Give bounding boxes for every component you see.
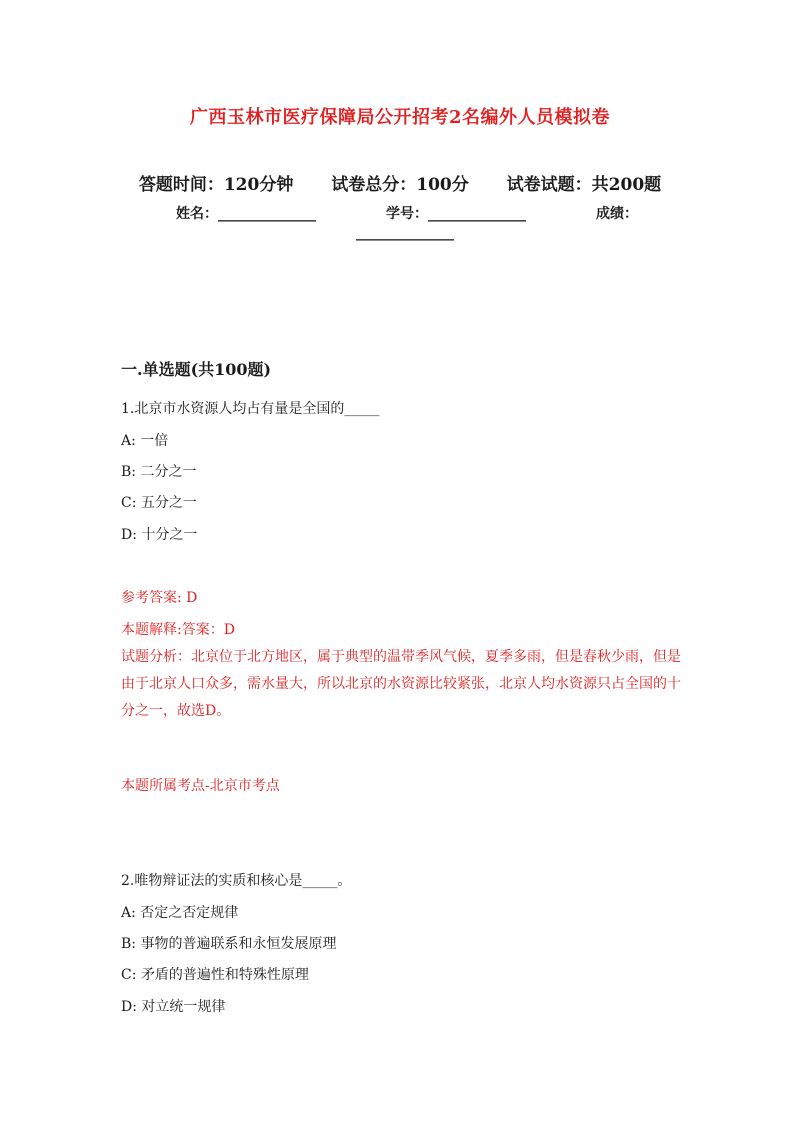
question-1-option-a: A: 一倍 — [121, 433, 169, 449]
question-2-stem: 2.唯物辩证法的实质和核心是_____。 — [121, 873, 352, 889]
question-2-option-a: A: 否定之否定规律 — [121, 905, 239, 921]
question-1-option-c: C: 五分之一 — [121, 495, 197, 511]
grade-field: 成绩： — [596, 206, 638, 222]
exam-total-score: 试卷总分：100分 — [331, 175, 469, 195]
exam-meta — [0, 170, 800, 195]
question-1-option-b: B: 二分之一 — [121, 464, 197, 480]
question-1-answer: 参考答案: D — [121, 590, 198, 606]
grade-blank: ______________ — [356, 225, 454, 241]
document-title: 广西玉林市医疗保障局公开招考2名编外人员模拟卷 — [189, 107, 611, 128]
section-heading: 一.单选题(共100题) — [121, 360, 272, 379]
question-1-option-d: D: 十分之一 — [121, 527, 198, 543]
student-id-field: 学号：______________ — [386, 206, 526, 222]
question-2-option-d: D: 对立统一规律 — [121, 999, 226, 1015]
name-field: 姓名：______________ — [176, 206, 316, 222]
question-1-analysis: 试题分析：北京位于北方地区，属于典型的温带季风气候，夏季多雨，但是春秋少雨，但是由于北京人口众多，需水量大，所以北京的水资源比较紧张，北京人均水资源只占全国的十分之一，故选D。 — [121, 649, 681, 719]
exam-time: 答题时间：120分钟 — [138, 175, 294, 195]
exam-question-count: 试卷试题：共200题 — [506, 175, 662, 195]
question-1-topic: 本题所属考点-北京市考点 — [121, 778, 280, 794]
question-2-option-c: C: 矛盾的普遍性和特殊性原理 — [121, 967, 309, 983]
question-1-stem: 1.北京市水资源人均占有量是全国的_____ — [121, 401, 380, 417]
question-1-explanation: 本题解释:答案：D — [121, 622, 235, 638]
question-2-option-b: B: 事物的普遍联系和永恒发展原理 — [121, 936, 337, 952]
